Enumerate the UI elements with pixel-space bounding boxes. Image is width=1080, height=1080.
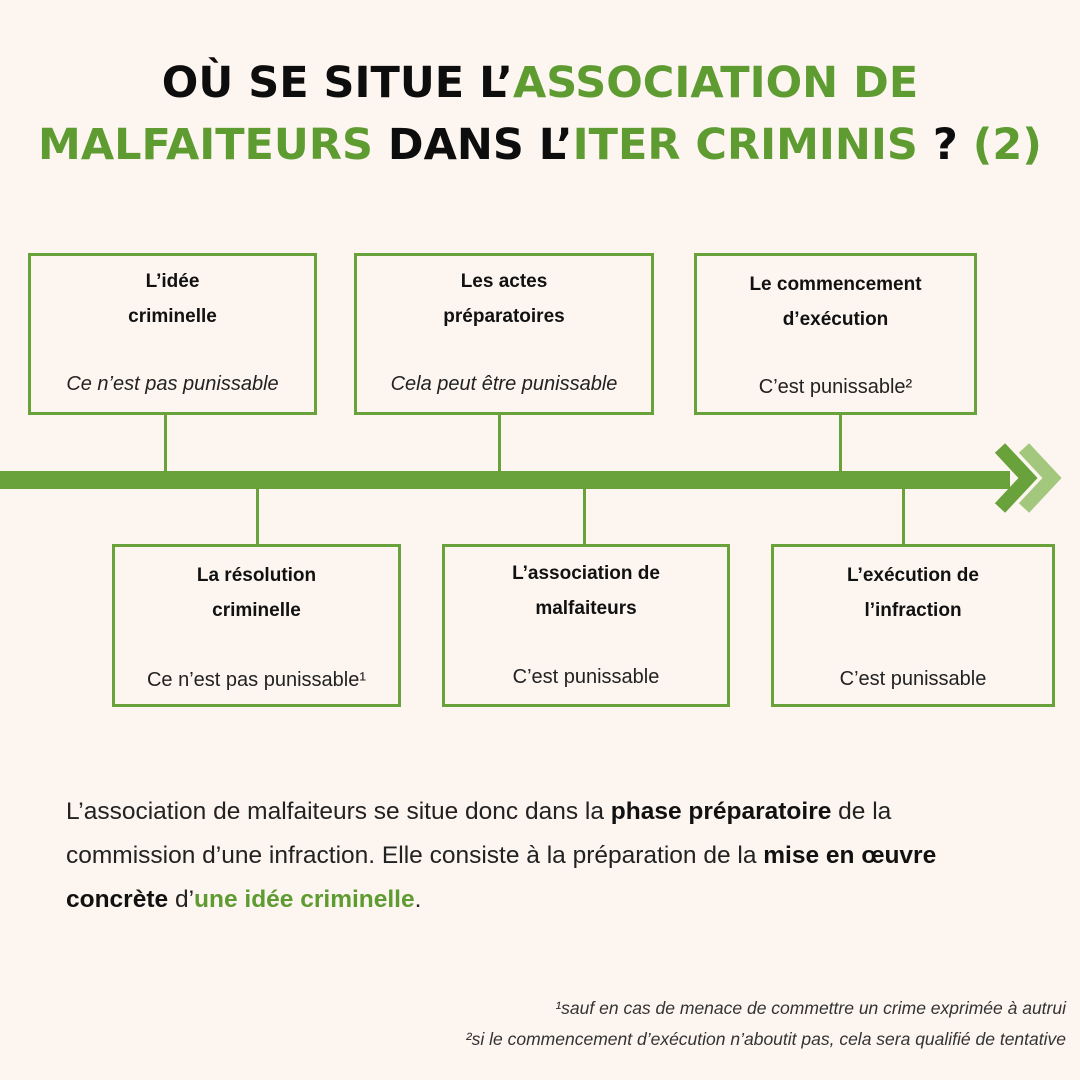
footnote-2: ²si le commencement d’exécution n’aboutit pas, cela sera qualifié de tentative [465,1029,1066,1049]
stage-box-association-malfaiteurs [442,544,730,707]
highlight-text: une idée criminelle [194,886,415,913]
stage-status: Cela peut être punissable [390,373,618,395]
stage-box-idee-criminelle [28,253,317,415]
summary-paragraph: L’association de malfaiteurs se situe donc dans la phase préparatoire de la commission d’une infraction. Elle consiste à la préparation de la mise en œuvre concrète d’une idée criminelle. [66,798,937,913]
stage-box-execution-infraction [771,544,1055,707]
title-highlight: MALFAITEURS [38,120,373,170]
connector [583,488,586,546]
page-title [0,52,1080,176]
timeline-bar [0,471,1010,489]
connector [902,488,905,546]
stage-status: C’est punissable [839,668,987,690]
stage-title: L’exécution de l’infraction [847,565,979,621]
footnote-1: ¹sauf en cas de menace de commettre un crime exprimée à autrui [555,998,1066,1018]
connector [164,413,167,473]
title-text: DANS L’ [372,120,573,170]
title-line-1 [0,52,1080,114]
emphasis-text: phase préparatoire [610,798,832,825]
double-chevron-right-icon [990,440,1070,520]
stage-status: C’est punissable² [758,376,913,398]
stage-title: La résolution criminelle [196,565,317,621]
title-text: OÙ SE SITUE L’ [161,58,513,108]
stage-status: Ce n’est pas punissable¹ [146,669,366,691]
stage-title: Les actes préparatoires [443,271,565,327]
connector [839,413,842,473]
stage-status: Ce n’est pas punissable [66,373,279,395]
emphasis-text: mise en œuvre concrète [66,842,937,913]
title-line-2 [0,114,1080,176]
stage-box-actes-preparatoires [354,253,654,415]
title-text: ? [917,120,973,170]
title-number: (2) [972,120,1042,170]
stage-box-resolution-criminelle [112,544,401,707]
title-highlight: ITER CRIMINIS [572,120,918,170]
stage-title: L’idée criminelle [128,271,217,327]
title-highlight: ASSOCIATION DE [512,58,919,108]
stage-status: C’est punissable [512,666,660,688]
stage-title: Le commencement d’exécution [749,274,922,330]
connector [498,413,501,473]
stage-title: L’association de malfaiteurs [512,563,660,619]
connector [256,488,259,546]
stage-box-commencement-execution [694,253,977,415]
